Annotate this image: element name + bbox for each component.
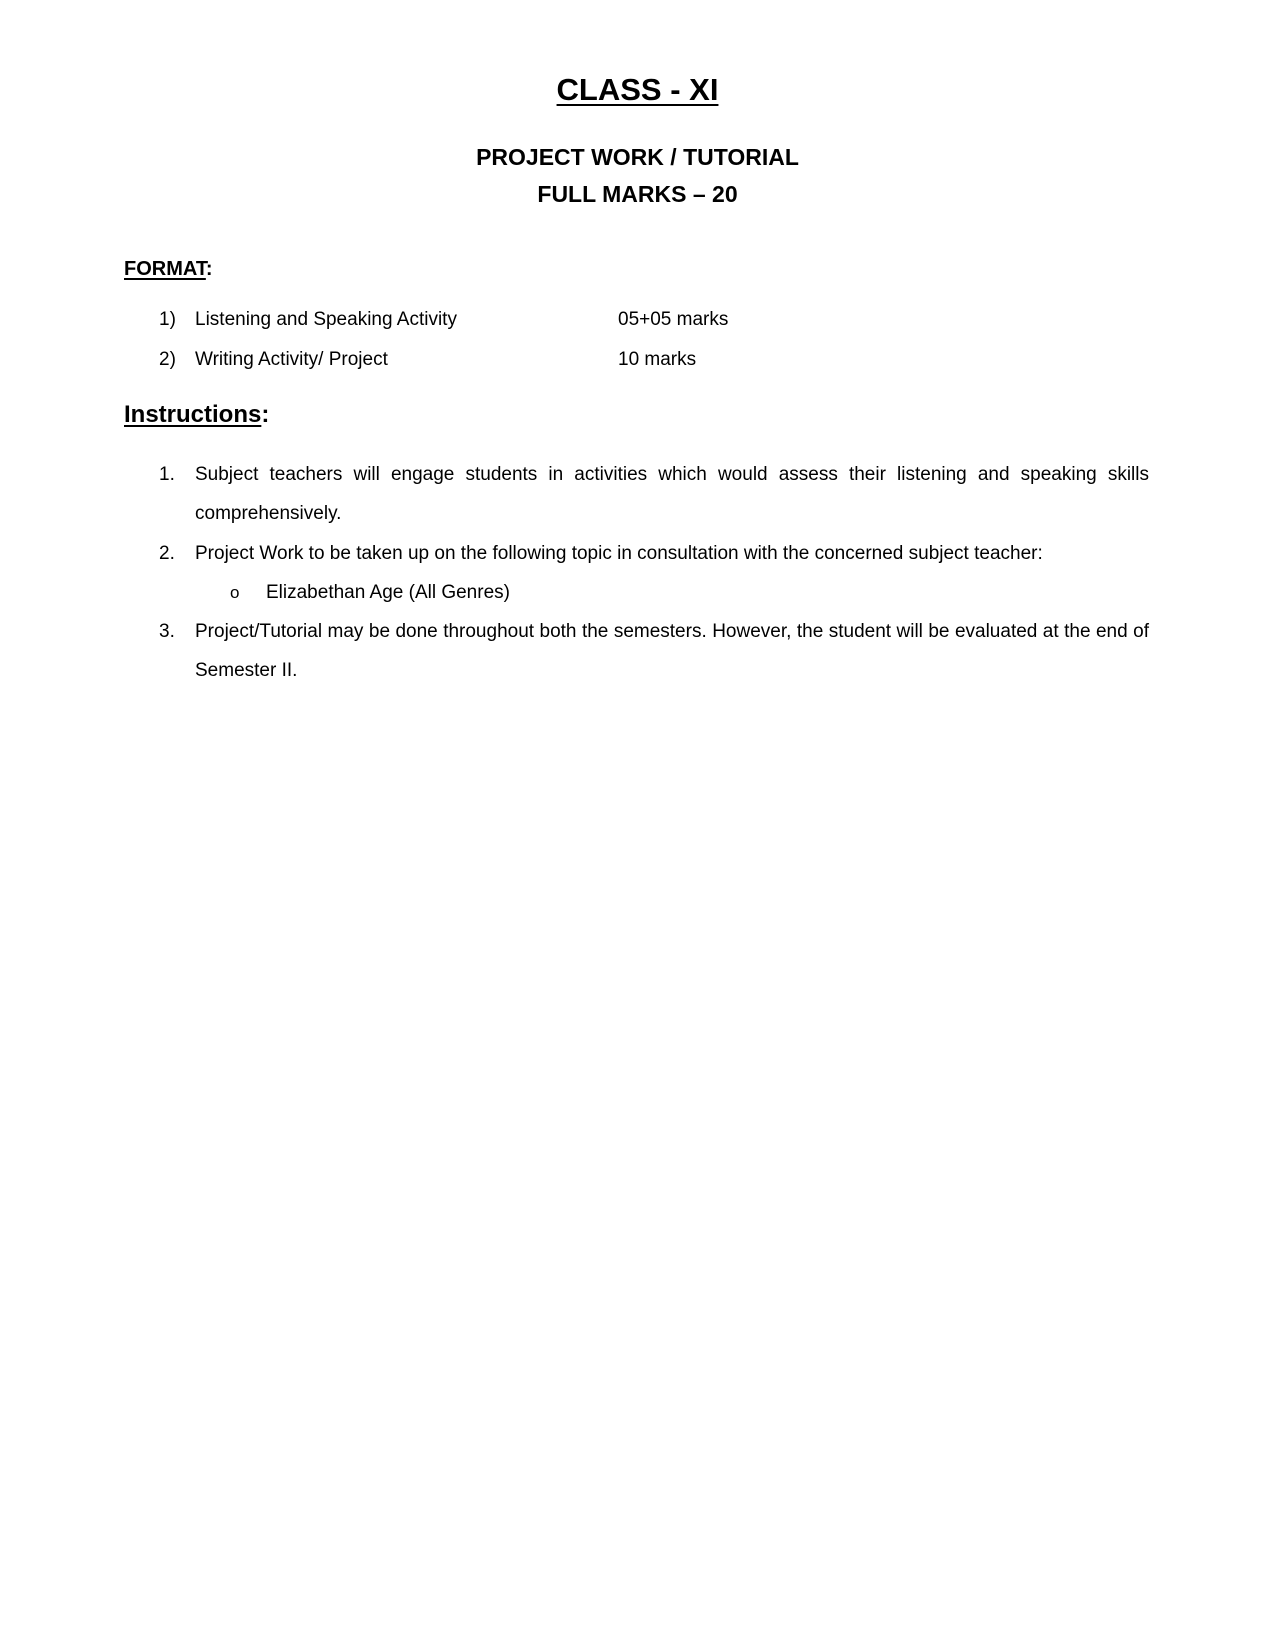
instruction-text: Project Work to be taken up on the following topic in consultation with the concerned subject teacher:	[195, 543, 1043, 564]
format-item-label: Listening and Speaking Activity	[195, 309, 457, 330]
instruction-number: 2.	[159, 543, 175, 564]
instructions-heading-colon: :	[261, 401, 270, 428]
format-item-label: Writing Activity/ Project	[195, 349, 388, 370]
instruction-number: 1.	[159, 464, 175, 485]
format-item-marks: 05+05 marks	[618, 309, 729, 330]
page-title-text: CLASS - XI	[556, 72, 719, 107]
format-heading	[124, 256, 213, 282]
instruction-text: Subject teachers will engage students in activities which would assess their listening and speaking skills comprehensively.	[195, 464, 1149, 524]
format-item	[0, 345, 1275, 375]
sub-item-text: Elizabethan Age (All Genres)	[266, 582, 510, 603]
format-item-marks: 10 marks	[618, 349, 697, 370]
instructions-heading	[124, 400, 269, 430]
format-item-number: 1)	[159, 309, 176, 330]
format-heading-text: FORMAT	[124, 258, 206, 280]
format-item-number: 2)	[159, 349, 176, 370]
format-heading-colon: :	[205, 258, 213, 280]
page-title	[0, 70, 1275, 110]
instruction-number: 3.	[159, 621, 175, 642]
instructions-heading-text: Instructions	[124, 401, 262, 428]
page-subtitle: PROJECT WORK / TUTORIAL	[476, 144, 799, 170]
instruction-text: Project/Tutorial may be done throughout both the semesters. However, the student will be evaluated at the end of Semester II.	[195, 621, 1149, 681]
hollow-bullet-icon: o	[230, 583, 240, 602]
format-item	[0, 305, 1275, 335]
full-marks-label: FULL MARKS – 20	[537, 181, 738, 207]
